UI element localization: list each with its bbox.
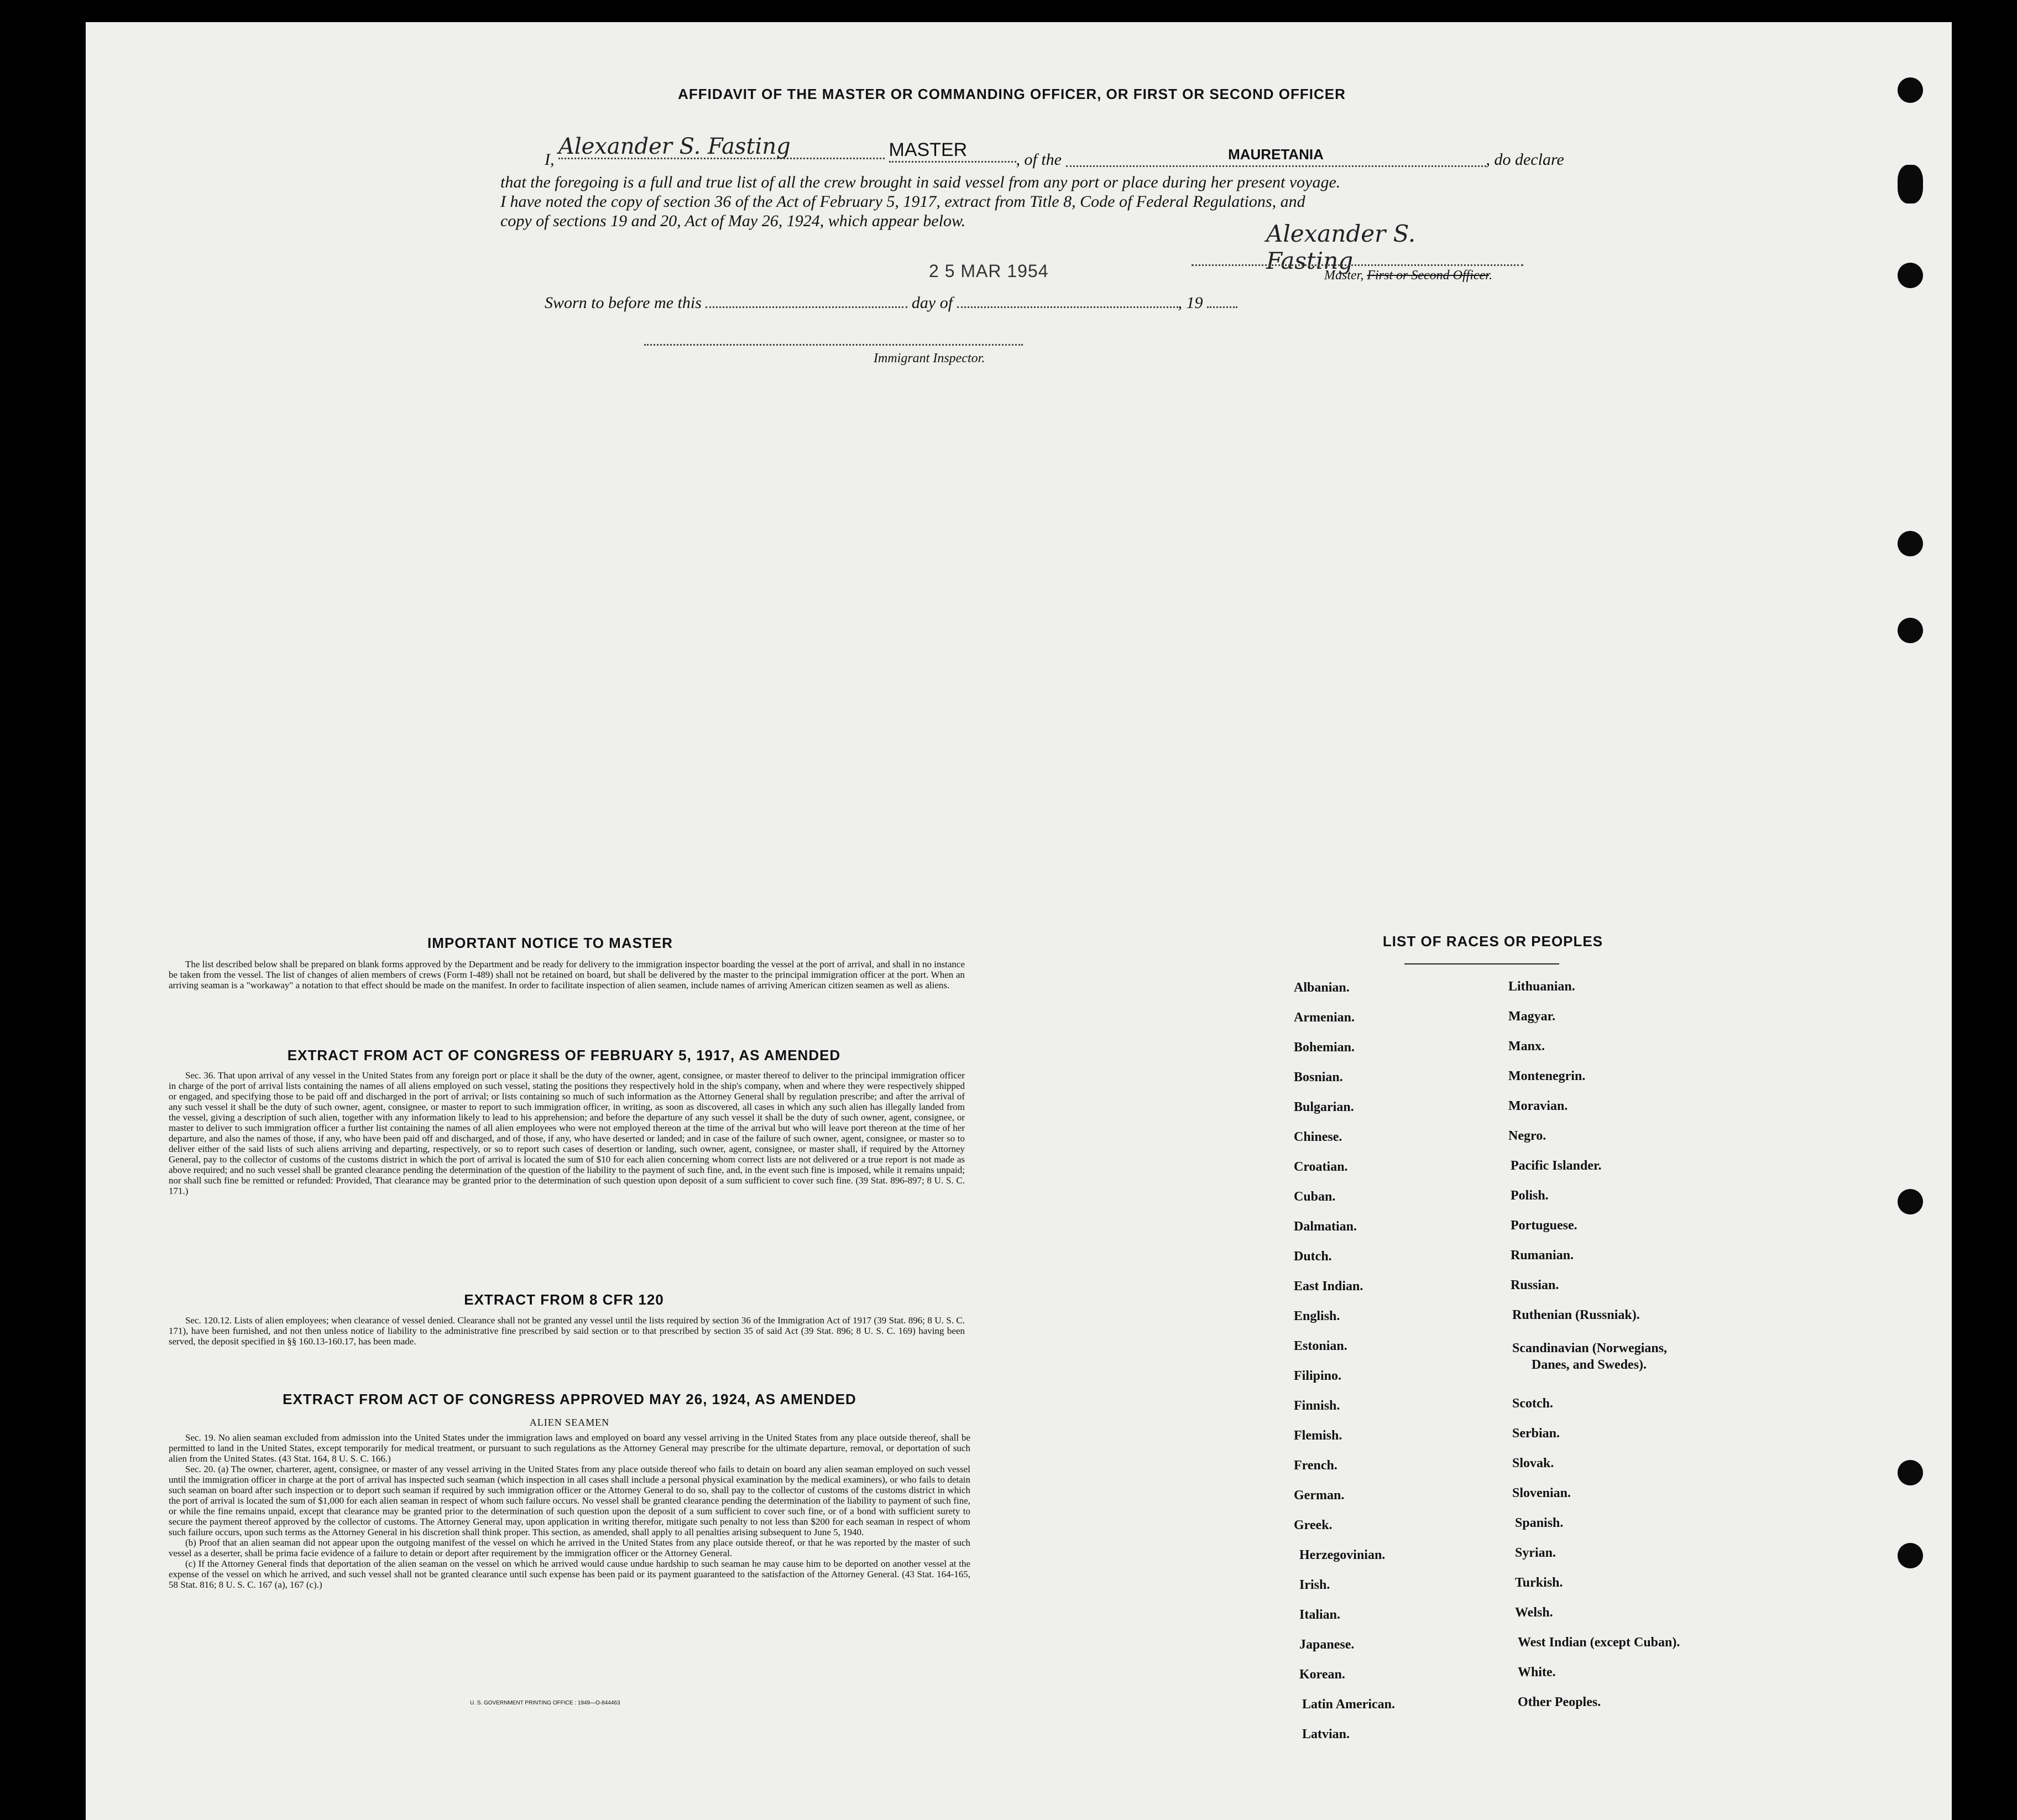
race-item: Montenegrin. [1508,1069,1586,1083]
race-item: Scandinavian (Norwegians, [1512,1341,1668,1355]
declarant-signature: Alexander S. Fasting [558,135,885,159]
race-item: Bulgarian. [1294,1100,1354,1114]
signature-caption [1324,264,1492,286]
do-declare-text: , do declare [1486,150,1564,169]
races-title: LIST OF RACES OR PEOPLES [1382,933,1603,950]
extract-1917-title: EXTRACT FROM ACT OF CONGRESS OF FEBRUARY 5, 1917, AS AMENDED [287,1047,841,1063]
caption-struck-officer: First or Second Officer [1367,268,1489,283]
race-item: Scotch. [1512,1396,1553,1411]
race-item: Croatian. [1294,1160,1348,1174]
race-item: Pacific Islander. [1511,1159,1602,1173]
affidavit-line-2: that the foregoing is a full and true list of all the crew brought in said vessel from any port or place during her present voyage. [500,173,1341,191]
race-item: Estonian. [1294,1339,1347,1353]
race-item: Serbian. [1512,1426,1560,1441]
punch-hole [1898,1460,1923,1485]
sworn-line [545,292,1237,314]
caption-period: . [1488,268,1492,283]
race-item: Turkish. [1515,1576,1563,1590]
sworn-year-blank [1207,306,1237,308]
extract-cfr-text: Sec. 120.12. Lists of alien employees; when clearance of vessel denied. Clearance shall not be granted any vessel until the lists required by section 36 of the Immigration Act of 1917 (39 Stat. 896; 8 U. S. C. 171), have been furnished, and not then unless notice of liability to the administrative fine prescribed by said section or to that prescribed by section 35 of said Act (39 Stat. 896; 8 U. S. C. 169) having been served, the deposit specified in §§ 160.13-160.17, has been made. [169,1315,965,1347]
punch-hole [1898,263,1923,288]
day-of-text: day of [911,294,953,312]
race-item: Rumanian. [1511,1248,1574,1263]
printer-imprint: U. S. GOVERNMENT PRINTING OFFICE : 1949—O-844463 [470,1700,620,1706]
of-the-text: , of the [1016,150,1062,169]
race-item: Irish. [1299,1578,1330,1592]
race-item: Spanish. [1515,1516,1564,1530]
race-item: Cuban. [1294,1190,1336,1204]
race-item: Latvian. [1302,1727,1350,1741]
year-text: , 19 [1178,294,1203,312]
race-item: Dutch. [1294,1249,1332,1264]
race-item: Danes, and Swedes). [1532,1358,1647,1372]
caption-master: Master, [1324,268,1367,283]
race-item: French. [1294,1458,1337,1473]
race-item: Chinese. [1294,1130,1342,1144]
inspector-line [644,344,1023,346]
race-item: Albanian. [1294,981,1350,995]
notice-text: The list described below shall be prepared on blank forms approved by the Department and be ready for delivery to the immigration inspector boarding the vessel at the port of arrival, and shall in no instance be taken from the vessel. The list of changes of alien members of crews (Form I-489) shall not be retained on board, but shall be delivered by the master to the principal immigration officer at the port. When an arriving seaman is a "workaway" a notation to that effect should be made on the manifest. In order to facilitate inspection of alien seamen, include names of arriving American citizen seamen as well as aliens. [169,959,965,990]
race-item: English. [1294,1309,1340,1323]
extract-cfr-title: EXTRACT FROM 8 CFR 120 [464,1291,664,1308]
affidavit-line-3: I have noted the copy of section 36 of the Act of February 5, 1917, extract from Title 8, Code of Federal Regulations, and [500,192,1305,211]
race-item: Manx. [1508,1039,1545,1054]
sworn-day-blank [706,306,907,308]
race-item: Polish. [1511,1188,1549,1203]
extract-1924-title: EXTRACT FROM ACT OF CONGRESS APPROVED MAY 26, 1924, AS AMENDED [283,1391,856,1407]
race-item: Negro. [1508,1129,1546,1143]
sec-19-text: Sec. 19. No alien seaman excluded from admission into the United States under the immigration laws and employed on board any vessel arriving in the United States from any place outside thereof, shall be permitted to land in the United States, except temporarily for medical treatment, or pursuant to such regulations as the Attorney General may prescribe for the ultimate departure, removal, or deportation of such alien from the United States. (43 Stat. 164, 8 U. S. C. 166.) [169,1432,970,1464]
date-stamp: 2 5 MAR 1954 [929,261,1049,281]
race-item: Herzegovinian. [1299,1548,1386,1562]
race-item: East Indian. [1294,1279,1363,1294]
declarant-rank: MASTER [889,139,1016,163]
race-item: Flemish. [1294,1428,1342,1443]
notice-title: IMPORTANT NOTICE TO MASTER [427,935,673,951]
punch-hole [1898,165,1923,204]
race-item: Portuguese. [1511,1218,1577,1233]
race-item: Syrian. [1515,1546,1556,1560]
punch-hole [1898,77,1923,103]
race-item: Welsh. [1515,1605,1553,1620]
extract-1924-subtitle: ALIEN SEAMEN [529,1417,610,1428]
extract-1924-body [169,1432,970,1590]
race-item: Finnish. [1294,1399,1340,1413]
race-item: Greek. [1294,1518,1333,1532]
affidavit-line-1 [545,134,1564,173]
race-item: Filipino. [1294,1369,1342,1383]
vessel-name: MAURETANIA [1066,143,1486,167]
race-item: Armenian. [1294,1010,1355,1025]
race-item: Latin American. [1302,1697,1395,1712]
punch-hole [1898,1543,1923,1568]
race-item: Korean. [1299,1667,1345,1682]
race-item: German. [1294,1488,1345,1503]
race-item: Lithuanian. [1508,979,1575,994]
punch-hole [1898,1189,1923,1214]
punch-hole [1898,618,1923,643]
master-signature: Alexander S. Fasting [1266,220,1416,274]
affidavit-line-4: copy of sections 19 and 20, Act of May 26, 1924, which appear below. [500,212,966,230]
race-item: Slovenian. [1512,1486,1571,1500]
race-item: Italian. [1299,1608,1341,1622]
race-item: Russian. [1511,1278,1559,1292]
sworn-text: Sworn to before me this [545,294,702,312]
race-item: West Indian (except Cuban). [1518,1635,1680,1650]
race-item: White. [1518,1665,1556,1680]
declaration-prefix: I, [545,150,555,169]
race-item: Magyar. [1508,1009,1556,1024]
punch-hole [1898,531,1923,556]
race-item: Other Peoples. [1518,1695,1601,1709]
affidavit-title: AFFIDAVIT OF THE MASTER OR COMMANDING OFFICER, OR FIRST OR SECOND OFFICER [678,86,1346,102]
extract-1917-text: Sec. 36. That upon arrival of any vessel in the United States from any foreign port or place it shall be the duty of the owner, agent, consignee, or master thereof to deliver to the principal immigration officer in charge of the port of arrival lists containing the names of all aliens employed on such vessel, stating the positions they respectively hold in the ship's company, when and where they were respectively shipped or engaged, and specifying those to be paid off and discharged in the port of arrival; or lists containing so much of such information as the Attorney General shall by regulation prescribe; and after the arrival of any such vessel it shall be the duty of such owner, agent, consignee, or master to report to such immigration officer, in writing, as soon as discovered, all cases in which any such alien has illegally landed from the vessel, giving a description of such alien, together with any information likely to lead to his apprehension; and before the departure of any such vessel it shall be the duty of such owner, agent, consignee, or master to deliver to such immigration officer a further list containing the names of all alien employees who were not employed thereon at the time of the arrival but who will leave port thereon at the time of her departure, and also the names of those, if any, who have been paid off and discharged, and of those, if any, who have deserted or landed; and in case of the failure of such owner, agent, consignee, or master so to deliver either of the said lists of such aliens arriving and departing, respectively, or so to report such cases of desertion or landing, such owner, agent, consignee, or master shall, if required by the Attorney General, pay to the collector of customs of the customs district in which the port of arrival is located the sum of $10 for each alien concerning whom correct lists are not delivered or a true report is not made as above required; and no such vessel shall be granted clearance pending the determination of the question of the liability to the payment of such fine, and, in the event such fine is imposed, while it remains unpaid; nor shall such fine be remitted or refunded: Provided, That clearance may be granted prior to the determination of such question upon deposit of a sum sufficient to cover such fine. (39 Stat. 896-897; 8 U. S. C. 171.) [169,1070,965,1196]
race-item: Japanese. [1299,1638,1355,1652]
race-item: Slovak. [1512,1456,1554,1470]
race-item: Moravian. [1508,1099,1568,1113]
inspector-caption: Immigrant Inspector. [874,351,985,366]
sec-20a-text: Sec. 20. (a) The owner, charterer, agent, consignee, or master of any vessel arriving in the United States from any place outside thereof who fails to detain on board any alien seaman employed on such vessel until the immigration officer in charge at the port of arrival has inspected such seaman (which inspection in all cases shall include a personal physical examination by the medical examiners), or who fails to detain such seaman on board after such inspection or to deport such seaman if required by such immigration officer or the Attorney General to do so, shall pay to the collector of customs of the customs district in which the port of arrival is located the sum of $1,000 for each alien seaman in respect of whom such failure occurs. No vessel shall be granted clearance pending the determination of the liability to payment of such fine, or while the fine remains unpaid, except that clearance may be granted prior to the determination of such question upon the deposit of a sum sufficient to cover such fine, or of a bond with sufficient surety to secure the payment thereof approved by the collector of customs. The Attorney General may, upon application in writing therefor, mitigate such penalty to not less than $200 for each seaman in respect of whom such failure occurs, upon such terms as the Attorney General in his discretion shall think proper. This section, as amended, shall apply to all penalties arising subsequent to June 5, 1940. [169,1464,970,1537]
race-item: Bohemian. [1294,1040,1355,1055]
race-item: Dalmatian. [1294,1219,1357,1234]
races-title-rule [1404,963,1559,964]
sworn-month-blank [957,306,1178,308]
sec-20b-text: (b) Proof that an alien seaman did not appear upon the outgoing manifest of the vessel on which he arrived in the United States from any place outside thereof, or that he was reported by the master of such vessel as a deserter, shall be prima facie evidence of a failure to detain or deport after requirement by the immigration officer or the Attorney General. [169,1537,970,1558]
race-item: Ruthenian (Russniak). [1512,1308,1640,1322]
race-item: Bosnian. [1294,1070,1343,1084]
sec-20c-text: (c) If the Attorney General finds that deportation of the alien seaman on the vessel on which he arrived would cause undue hardship to such seaman he may cause him to be deported on another vessel at the expense of the vessel on which he arrived, and such vessel shall not be granted clearance until such expense has been paid or its payment guaranteed to the satisfaction of the Attorney General. (43 Stat. 164-165, 58 Stat. 816; 8 U. S. C. 167 (a), 167 (c).) [169,1558,970,1590]
